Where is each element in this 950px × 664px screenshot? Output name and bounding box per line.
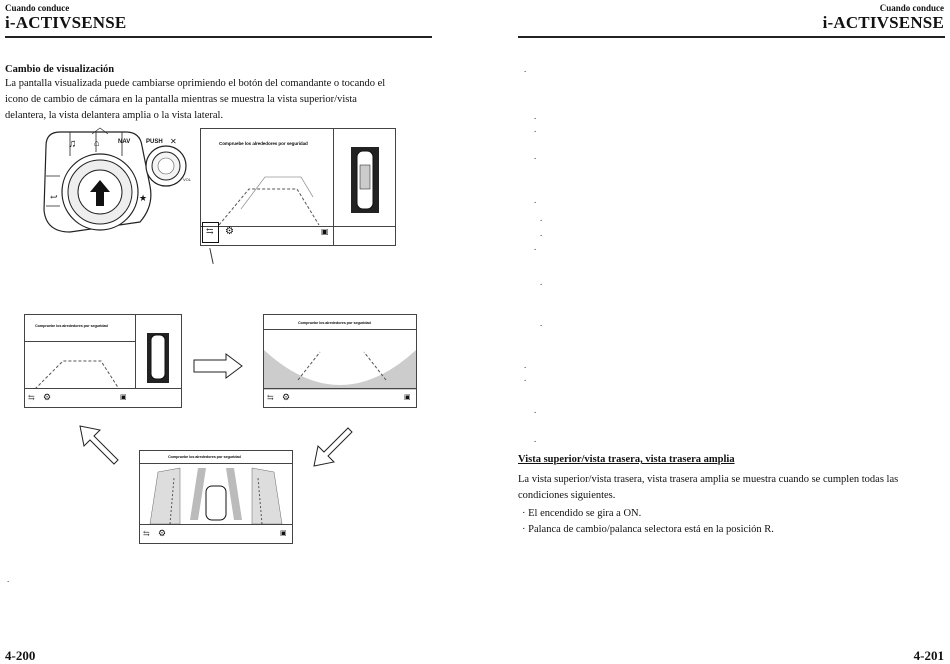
conditions-list (522, 506, 942, 538)
residual-mark: . (524, 64, 527, 74)
right-header-small: Cuando conduce (879, 3, 944, 13)
settings-gear-icon[interactable]: ⚙ (43, 392, 52, 402)
car-status-icon: ▣ (120, 393, 127, 401)
favorites-icon: ★ (139, 193, 148, 203)
callout-line (209, 248, 213, 264)
residual-mark: . (534, 151, 537, 161)
section-title: Cambio de visualización (5, 64, 115, 75)
warning-text: Compruebe los alrededores por seguridad (35, 324, 108, 328)
residual-mark: . (540, 228, 543, 238)
residual-mark: . (534, 111, 537, 121)
paragraph-line: La pantalla visualizada puede cambiarse oprimiendo el botón del comandante o tocando el (5, 78, 386, 89)
paragraph-line: La vista superior/vista trasera, vista trasera amplia se muestra cuando se cumplen todas las (518, 474, 899, 485)
residual-mark: . (524, 373, 527, 383)
left-page-number: 4-200 (5, 648, 36, 663)
display-wide-view (263, 314, 417, 408)
camera-switch-icon[interactable]: ⇆ (206, 226, 214, 236)
wide-view-image (264, 330, 416, 390)
rear-view-guide-lines (201, 149, 333, 225)
subsection-paragraph (518, 472, 948, 504)
residual-mark: . (534, 195, 537, 205)
side-view-image (140, 464, 292, 524)
top-view-car (139, 321, 179, 387)
camera-switch-icon-highlight[interactable] (202, 222, 219, 243)
residual-mark: . (534, 242, 537, 252)
residual-mark: . (534, 434, 537, 444)
list-item: · Palanca de cambio/palanca selectora está en la posición R. (522, 524, 774, 535)
back-icon: ↩ (50, 192, 58, 202)
arrow-right-icon (192, 352, 244, 380)
nav-button-label: NAV (118, 139, 131, 145)
list-item: · El encendido se gira a ON. (522, 508, 642, 519)
right-header-rule (518, 36, 945, 38)
residual-mark: . (524, 360, 527, 370)
top-view-car (341, 135, 389, 225)
settings-gear-icon[interactable]: ⚙ (225, 226, 234, 237)
left-header-title: i-ACTIVSENSE (5, 13, 127, 32)
right-page-number: 4-201 (913, 648, 944, 663)
push-label: PUSH (146, 139, 163, 145)
car-status-icon: ▣ (404, 393, 411, 401)
display-side-view (139, 450, 293, 544)
residual-mark: . (540, 213, 543, 223)
paragraph-line: condiciones siguientes. (518, 490, 616, 501)
arrow-down-left-icon (312, 424, 356, 468)
mute-icon: ✕ (170, 137, 177, 146)
music-icon: ♫ (68, 138, 77, 150)
paragraph-line: icono de cambio de cámara en la pantalla mientras se muestra la vista superior/vista (5, 94, 357, 105)
display-top-view-rear (200, 128, 396, 246)
car-status-icon: ▣ (321, 227, 329, 236)
warning-text: Compruebe los alrededores por seguridad (168, 455, 241, 459)
settings-gear-icon[interactable]: ⚙ (158, 528, 167, 538)
stray-mark: . (7, 574, 10, 584)
settings-gear-icon[interactable]: ⚙ (282, 392, 291, 402)
section-paragraph (5, 76, 435, 124)
right-header-title: i-ACTIVSENSE (822, 13, 944, 32)
residual-mark: . (534, 124, 537, 134)
paragraph-line: delantera, la vista delantera amplia o la vista lateral. (5, 110, 224, 121)
residual-mark: . (540, 318, 543, 328)
car-status-icon: ▣ (280, 529, 287, 537)
camera-switch-icon[interactable]: ⇆ (143, 529, 150, 538)
arrow-up-left-icon (78, 424, 122, 468)
left-header-rule (5, 36, 432, 38)
subsection-title: Vista superior/vista trasera, vista trasera amplia (518, 454, 735, 465)
warning-text: Compruebe los alrededores por seguridad (298, 321, 371, 325)
camera-switch-icon[interactable]: ⇆ (28, 393, 35, 402)
camera-switch-icon[interactable]: ⇆ (267, 393, 274, 402)
home-icon: ⌂ (94, 138, 100, 148)
warning-text: Compruebe los alrededores por seguridad (219, 141, 308, 146)
front-guide-lines (25, 343, 135, 389)
display-top-view-front (24, 314, 182, 408)
residual-mark: . (540, 277, 543, 287)
vol-label: VOL (183, 177, 192, 182)
commander-switch-illustration (40, 126, 192, 238)
residual-mark: . (534, 405, 537, 415)
left-header-small: Cuando conduce (5, 3, 70, 13)
